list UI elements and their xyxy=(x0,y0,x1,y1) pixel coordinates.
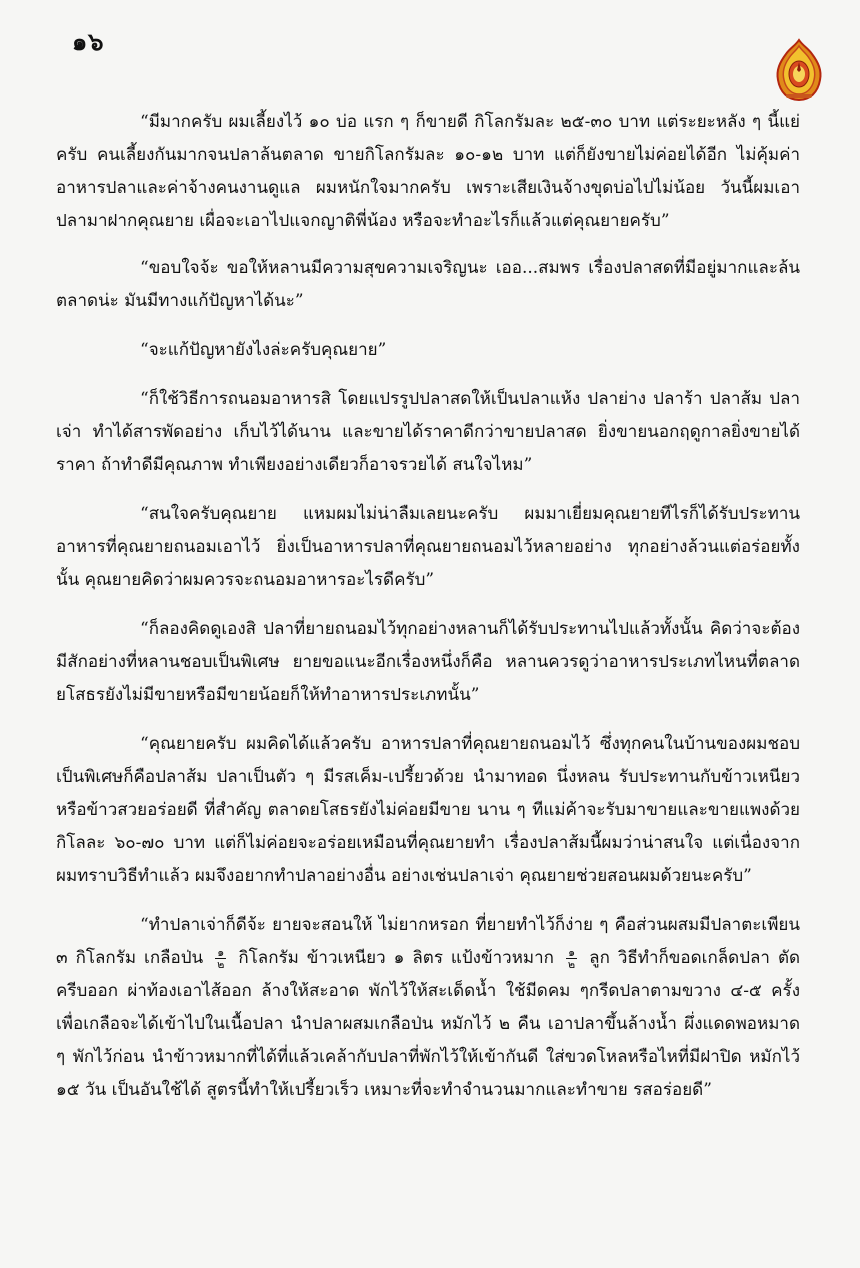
fraction-denominator: ๒ xyxy=(217,958,225,971)
fraction-denominator: ๒ xyxy=(567,958,576,971)
paragraph: “ขอบใจจ้ะ ขอให้หลานมีความสุขความเจริญนะ เออ...สมพร เรื่องปลาสดที่มีอยู่มากและล้นตลาดน่ะ มันมีทางแก้ปัญหาได้นะ” xyxy=(56,258,800,311)
fraction-numerator: ๑ xyxy=(215,947,226,959)
recipe-paragraph xyxy=(56,909,800,1107)
page-number: ๑๖ xyxy=(72,27,105,56)
paragraph: “ก็ลองคิดดูเองสิ ปลาที่ยายถนอมไว้ทุกอย่างหลานก็ได้รับประทานไปแล้วทั้งนั้น คิดว่าจะต้องมีสักอย่างที่หลานชอบเป็นพิเศษ ยายขอแนะอีกเรื่องหนึ่งก็คือ หลานควรดูว่าอาหารประเภทไหนที่ตลาดยโสธรยังไม่มีขายหรือมีขายน้อยก็ให้ทำอาหารประเภทนั้น” xyxy=(56,619,800,705)
recipe-text-part2: กิโลกรัม ข้าวเหนียว ๑ ลิตร แป้งข้าวหมาก xyxy=(238,948,554,968)
paragraph: “ก็ใช้วิธีการถนอมอาหารสิ โดยแปรรูปปลาสดให้เป็นปลาแห้ง ปลาย่าง ปลาร้า ปลาส้ม ปลาเจ่า ทำได้สารพัดอย่าง เก็บไว้ได้นาน และขายได้ราคาดีกว่าขายปลาสด ยิ่งขายนอกฤดูกาลยิ่งขายได้ราคา ถ้าทำดีมีคุณภาพ ทำเพียงอย่างเดียวก็อาจรวยได้ สนใจไหม” xyxy=(56,389,800,475)
fraction-numerator: ๑ xyxy=(566,947,577,959)
fraction-half xyxy=(566,947,577,970)
school-emblem-icon xyxy=(772,38,826,102)
paragraph: “จะแก้ปัญหายังไงล่ะครับคุณยาย” xyxy=(140,340,387,360)
fraction-half xyxy=(215,947,226,970)
paragraph: “มีมากครับ ผมเลี้ยงไว้ ๑๐ บ่อ แรก ๆ ก็ขายดี กิโลกรัมละ ๒๕-๓๐ บาท แต่ระยะหลัง ๆ นี้แย่ครับ คนเลี้ยงกันมากจนปลาล้นตลาด ขายกิโลกรัมละ ๑๐-๑๒ บาท แต่ก็ยังขายไม่ค่อยได้อีก ไม่คุ้มค่าอาหารปลาและค่าจ้างคนงานดูแล ผมหนักใจมากครับ เพราะเสียเงินจ้างขุดบ่อไปไม่น้อย วันนี้ผมเอาปลามาฝากคุณยาย เผื่อจะเอาไปแจกญาติพี่น้อง หรือจะทำอะไรก็แล้วแต่คุณยายครับ” xyxy=(56,112,800,231)
paragraph: “คุณยายครับ ผมคิดได้แล้วครับ อาหารปลาที่คุณยายถนอมไว้ ซึ่งทุกคนในบ้านของผมชอบเป็นพิเศษก็คือปลาส้ม ปลาเป็นตัว ๆ มีรสเค็ม-เปรี้ยวด้วย นำมาทอด นึ่งหลน รับประทานกับข้าวเหนียวหรือข้าวสวยอร่อยดี ที่สำคัญ ตลาดยโสธรยังไม่ค่อยมีขาย นาน ๆ ทีแม่ค้าจะรับมาขายและขายแพงด้วย กิโลละ ๖๐-๗๐ บาท แต่ก็ไม่ค่อยจะอร่อยเหมือนที่คุณยายทำ เรื่องปลาส้มนี้ผมว่าน่าสนใจ แต่เนื่องจากผมทราบวิธีทำแล้ว ผมจึงอยากทำปลาอย่างอื่น อย่างเช่นปลาเจ่า คุณยายช่วยสอนผมด้วยนะครับ” xyxy=(56,734,800,886)
document-body xyxy=(56,106,800,1123)
recipe-text-part1: “ทำปลาเจ่าก็ดีจ้ะ ยายจะสอนให้ ไม่ยากหรอก ที่ยายทำไว้ก็ง่าย ๆ คือส่วนผสมมีปลาตะเพียน ๓ กิโลกรัม เกลือป่น xyxy=(56,915,800,968)
paragraph: “สนใจครับคุณยาย แหมผมไม่น่าลืมเลยนะครับ ผมมาเยี่ยมคุณยายทีไรก็ได้รับประทานอาหารที่คุณยายถนอมเอาไว้ ยิ่งเป็นอาหารปลาที่คุณยายถนอมไว้หลายอย่าง ทุกอย่างล้วนแต่อร่อยทั้งนั้น คุณยายคิดว่าผมควรจะถนอมอาหารอะไรดีครับ” xyxy=(56,504,800,590)
recipe-text-part3: ลูก วิธีทำก็ขอดเกล็ดปลา ตัดครีบออก ผ่าท้องเอาไส้ออก ล้างให้สะอาด พักไว้ให้สะเด็ดน้ำ ใช้มีดคม ๆกรีดปลาตามขวาง ๔-๕ ครั้ง เพื่อเกลือจะได้เข้าไปในเนื้อปลา นำปลาผสมเกลือป่น หมักไว้ ๒ คืน เอาปลาขึ้นล้างน้ำ ผึ่งแดดพอหมาด ๆ พักไว้ก่อน นำข้าวหมากที่ได้ที่แล้วเคล้ากับปลาที่พักไว้ให้เข้ากันดี ใส่ขวดโหลหรือไหที่มีฝาปิด หมักไว้ ๑๕ วัน เป็นอันใช้ได้ สูตรนี้ทำให้เปรี้ยวเร็ว เหมาะที่จะทำจำนวนมากและทำขาย รสอร่อยดี” xyxy=(56,948,801,1100)
